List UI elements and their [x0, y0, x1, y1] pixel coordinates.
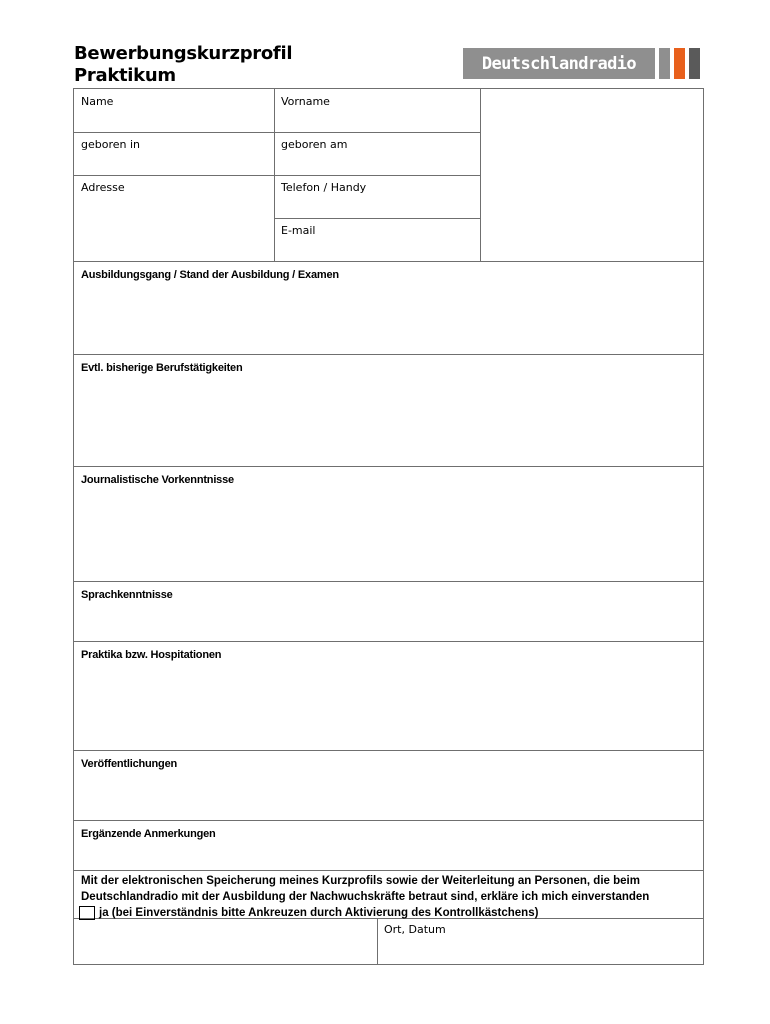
sprache-field[interactable] [74, 581, 703, 641]
geboren-am-label: geboren am [281, 138, 348, 151]
page-title [74, 43, 292, 87]
divider-consent [74, 870, 703, 871]
consent-line-2: Deutschlandradio mit der Ausbildung der Nachwuchskräfte betraut sind, erkläre ich mich einverstanden [81, 891, 650, 903]
ausbildung-label: Ausbildungsgang / Stand der Ausbildung / Examen [81, 269, 339, 281]
anmerkungen-label: Ergänzende Anmerkungen [81, 828, 216, 840]
email-field[interactable] [274, 218, 480, 261]
application-form [73, 88, 704, 965]
name-field[interactable] [74, 89, 274, 132]
title-line-2: Praktikum [74, 65, 176, 86]
journalistisch-field[interactable] [74, 466, 703, 581]
logo-bar-dark [689, 48, 700, 79]
logo-bar-orange [674, 48, 685, 79]
title-line-1: Bewerbungskurzprofil [74, 43, 293, 64]
vorname-field[interactable] [274, 89, 480, 132]
email-label: E-mail [281, 224, 316, 237]
beruf-field[interactable] [74, 354, 703, 466]
vorname-label: Vorname [281, 95, 330, 108]
adresse-label: Adresse [81, 181, 125, 194]
logo-wordmark: Deutschlandradio [463, 48, 655, 79]
telefon-label: Telefon / Handy [281, 181, 367, 194]
geboren-in-label: geboren in [81, 138, 141, 151]
veroeffentlichungen-field[interactable] [74, 750, 703, 820]
deutschlandradio-logo [463, 48, 700, 79]
praktika-label: Praktika bzw. Hospitationen [81, 649, 222, 661]
adresse-field[interactable] [74, 175, 274, 261]
telefon-field[interactable] [274, 175, 480, 218]
geboren-am-field[interactable] [274, 132, 480, 175]
praktika-field[interactable] [74, 641, 703, 750]
anmerkungen-field[interactable] [74, 820, 703, 870]
signature-field[interactable] [74, 918, 377, 964]
ausbildung-field[interactable] [74, 261, 703, 354]
sprache-label: Sprachkenntnisse [81, 589, 173, 601]
veroeffentlichungen-label: Veröffentlichungen [81, 758, 178, 770]
consent-line-1: Mit der elektronischen Speicherung meines Kurzprofils sowie der Weiterleitung an Personen, die beim [81, 875, 640, 887]
logo-bar-grey [659, 48, 670, 79]
geboren-in-field[interactable] [74, 132, 274, 175]
beruf-label: Evtl. bisherige Berufstätigkeiten [81, 362, 243, 374]
journalistisch-label: Journalistische Vorkenntnisse [81, 474, 234, 486]
ort-datum-field[interactable] [377, 918, 703, 964]
consent-checkbox-label: ja (bei Einverständnis bitte Ankreuzen durch Aktivierung des Kontrollkästchens) [99, 907, 539, 919]
consent-block [81, 873, 681, 921]
ort-datum-label: Ort, Datum [384, 923, 446, 936]
name-label: Name [81, 95, 114, 108]
photo-field[interactable] [480, 89, 703, 261]
